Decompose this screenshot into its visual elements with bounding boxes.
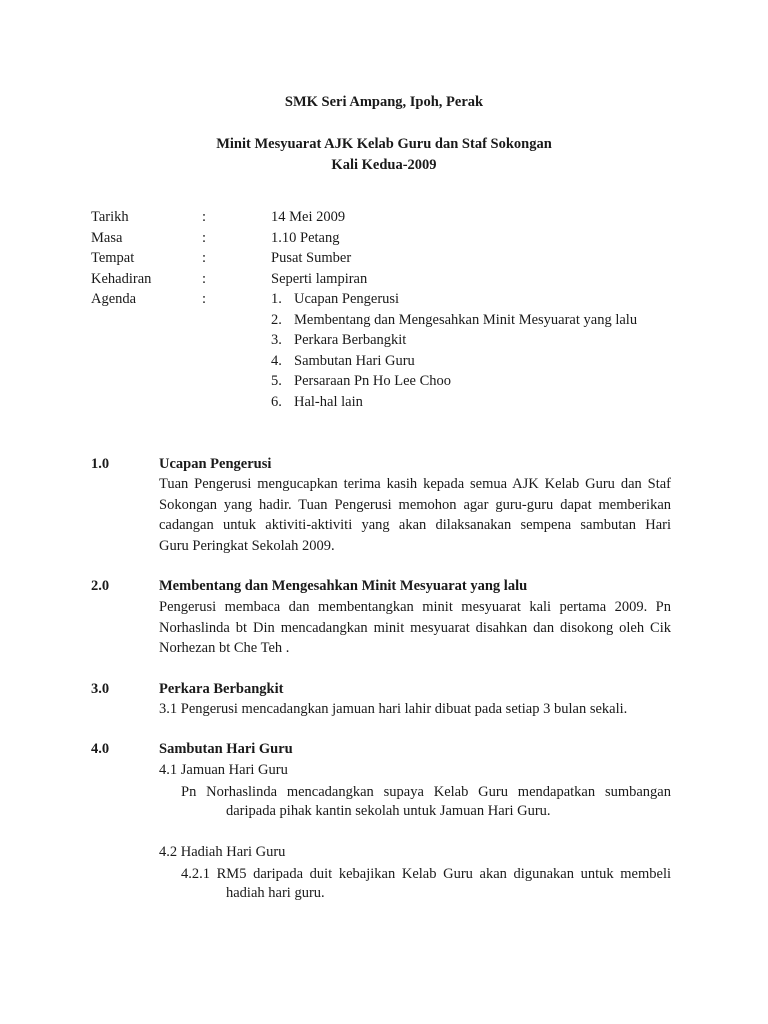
body-line: Norhaslinda bt Din mencadangkan minit mesyuarat disahkan dan disokong oleh Cik	[159, 619, 671, 636]
agenda-item: Hal-hal lain	[294, 393, 363, 410]
section-heading: Sambutan Hari Guru	[159, 741, 293, 757]
info-label-tempat: Tempat	[91, 250, 135, 266]
agenda-number: 6.	[271, 393, 282, 410]
minutes-subtitle: Kali Kedua-2009	[331, 157, 437, 173]
section-number: 4.0	[91, 741, 110, 757]
info-value-tarikh: 14 Mei 2009	[271, 209, 346, 225]
body-line: Tuan Pengerusi mengucapkan terima kasih kepada semua AJK Kelab Guru dan Staf	[159, 476, 671, 492]
section-number: 1.0	[91, 456, 110, 472]
body-line: daripada pihak kantin sekolah untuk Jamuan Hari Guru.	[226, 802, 551, 819]
agenda-number: 2.	[271, 311, 282, 328]
info-label-tarikh: Tarikh	[91, 209, 129, 225]
subsection-body	[181, 864, 671, 885]
section-number: 3.0	[91, 681, 110, 697]
agenda-item: Membentang dan Mengesahkan Minit Mesyuarat yang lalu	[294, 311, 638, 328]
body-line: Sokongan yang hadir. Tuan Pengerusi memohon agar guru-guru dapat memberikan	[159, 496, 671, 513]
section-heading: Ucapan Pengerusi	[159, 456, 272, 472]
info-value-kehadiran: Seperti lampiran	[271, 270, 368, 287]
info-colon: :	[202, 270, 207, 287]
body-line: Norhezan bt Che Teh .	[159, 640, 290, 656]
info-label-agenda: Agenda	[91, 291, 137, 307]
section-body	[159, 597, 671, 659]
body-line: Guru Peringkat Sekolah 2009.	[159, 537, 335, 554]
info-colon: :	[202, 229, 207, 246]
agenda-number: 4.	[271, 352, 282, 369]
subsection-title: 4.1 Jamuan Hari Guru	[159, 762, 288, 778]
body-line: hadiah hari guru.	[226, 884, 325, 901]
section-heading: Membentang dan Mengesahkan Minit Mesyuarat yang lalu	[159, 578, 528, 594]
section-number: 2.0	[91, 578, 110, 594]
info-label-kehadiran: Kehadiran	[91, 270, 152, 287]
subsection-body	[181, 782, 671, 803]
info-colon: :	[202, 209, 207, 225]
agenda-number: 5.	[271, 373, 282, 389]
info-value-masa: 1.10 Petang	[271, 229, 340, 246]
subsection-title: 4.2 Hadiah Hari Guru	[159, 844, 286, 860]
info-value-tempat: Pusat Sumber	[271, 250, 352, 266]
agenda-item: Persaraan Pn Ho Lee Choo	[294, 373, 452, 389]
info-label-masa: Masa	[91, 229, 123, 246]
agenda-item: Perkara Berbangkit	[294, 332, 407, 348]
agenda-number: 1.	[271, 291, 282, 307]
section-body	[159, 474, 671, 556]
body-line: 4.2.1 RM5 daripada duit kebajikan Kelab Guru akan digunakan untuk membeli	[181, 866, 671, 882]
school-name: SMK Seri Ampang, Ipoh, Perak	[284, 94, 484, 110]
agenda-item: Ucapan Pengerusi	[294, 291, 400, 307]
body-line: Pengerusi membaca dan membentangkan minit mesyuarat kali pertama 2009. Pn	[159, 599, 671, 615]
info-colon: :	[202, 250, 207, 266]
agenda-number: 3.	[271, 332, 282, 348]
agenda-item: Sambutan Hari Guru	[294, 352, 415, 369]
section-body-line: 3.1 Pengerusi mencadangkan jamuan hari lahir dibuat pada setiap 3 bulan sekali.	[159, 701, 628, 717]
minutes-title: Minit Mesyuarat AJK Kelab Guru dan Staf Sokongan	[216, 136, 552, 152]
body-line: Pn Norhaslinda mencadangkan supaya Kelab Guru mendapatkan sumbangan	[181, 784, 671, 800]
body-line: cadangan untuk aktiviti-aktiviti yang akan dilaksanakan sempena sambutan Hari	[159, 517, 671, 533]
info-colon: :	[202, 291, 207, 307]
section-heading: Perkara Berbangkit	[159, 681, 284, 697]
